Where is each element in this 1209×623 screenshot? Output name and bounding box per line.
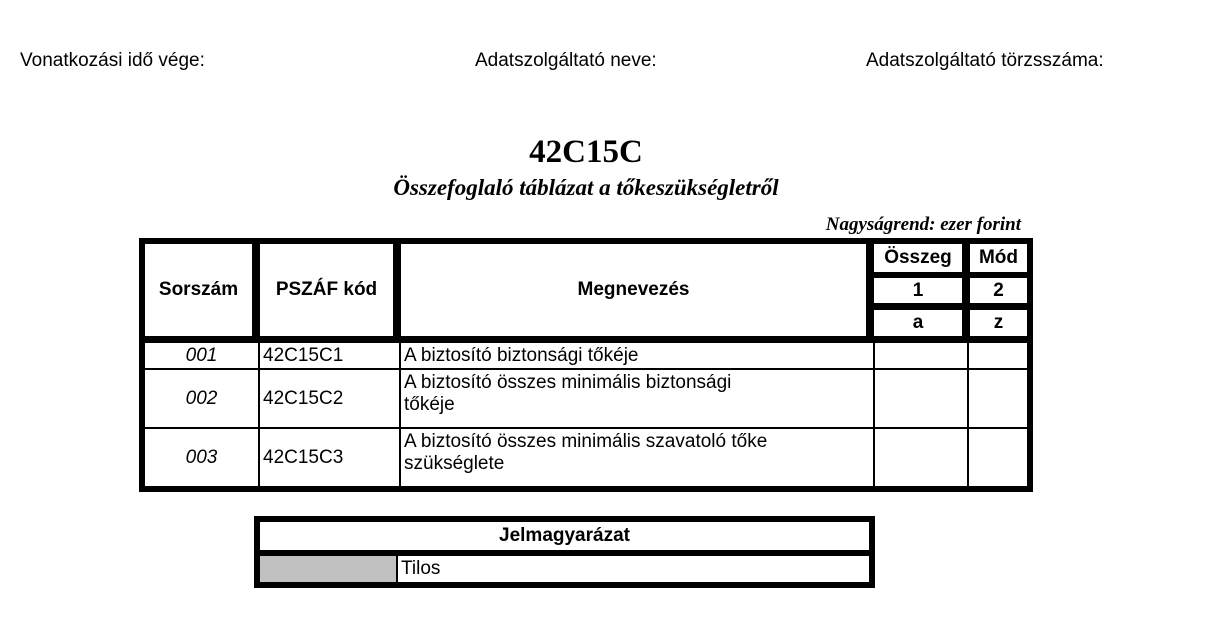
provider-name-label: Adatszolgáltató neve: [475, 50, 657, 71]
legend-title: Jelmagyarázat [260, 522, 869, 550]
row-003-megnevezes-line-2: szükséglete [404, 453, 505, 474]
row-001-osszeg-cell[interactable] [875, 343, 967, 368]
row-002-megnevezes [401, 370, 873, 427]
legend-swatch-tilos [260, 556, 396, 582]
unit-label: Nagyságrend: ezer forint [825, 214, 1021, 235]
header-osszeg: Összeg [874, 244, 962, 272]
row-001-kod: 42C15C1 [260, 343, 399, 368]
header-megnevezes: Megnevezés [401, 244, 866, 336]
header-sorszam: Sorszám [145, 244, 252, 336]
form-title: Összefoglaló táblázat a tőkeszükségletről [393, 175, 779, 200]
header-pszaf-kod: PSZÁF kód [260, 244, 393, 336]
capital-requirement-table [139, 238, 1033, 492]
row-002-megnevezes-line-2: tőkéje [404, 394, 455, 415]
row-003-megnevezes-line-1: A biztosító összes minimális szavatoló tőke [404, 431, 768, 452]
provider-registration-number-label: Adatszolgáltató törzsszáma: [866, 50, 1104, 71]
row-001-sorszam: 001 [145, 343, 258, 368]
reference-period-end-label: Vonatkozási idő vége: [20, 50, 205, 71]
row-002-sorszam: 002 [145, 370, 258, 427]
row-003-sorszam: 003 [145, 429, 258, 486]
header-osszeg-letter: a [874, 310, 962, 336]
form-code: 42C15C [529, 134, 643, 170]
legend-table [254, 516, 875, 588]
row-003-megnevezes [401, 429, 873, 486]
row-002-osszeg-cell[interactable] [875, 370, 967, 427]
row-003-osszeg-cell[interactable] [875, 429, 967, 486]
header-mod: Mód [970, 244, 1027, 272]
row-003-mod-cell[interactable] [969, 429, 1027, 486]
row-003-kod: 42C15C3 [260, 429, 399, 486]
row-001-mod-cell[interactable] [969, 343, 1027, 368]
header-osszeg-number: 1 [874, 278, 962, 303]
legend-label-tilos: Tilos [398, 556, 869, 582]
row-001-megnevezes: A biztosító biztonsági tőkéje [401, 343, 873, 368]
row-002-mod-cell[interactable] [969, 370, 1027, 427]
header-mod-letter: z [970, 310, 1027, 336]
row-002-kod: 42C15C2 [260, 370, 399, 427]
header-mod-number: 2 [970, 278, 1027, 303]
row-002-megnevezes-line-1: A biztosító összes minimális biztonsági [404, 372, 732, 393]
